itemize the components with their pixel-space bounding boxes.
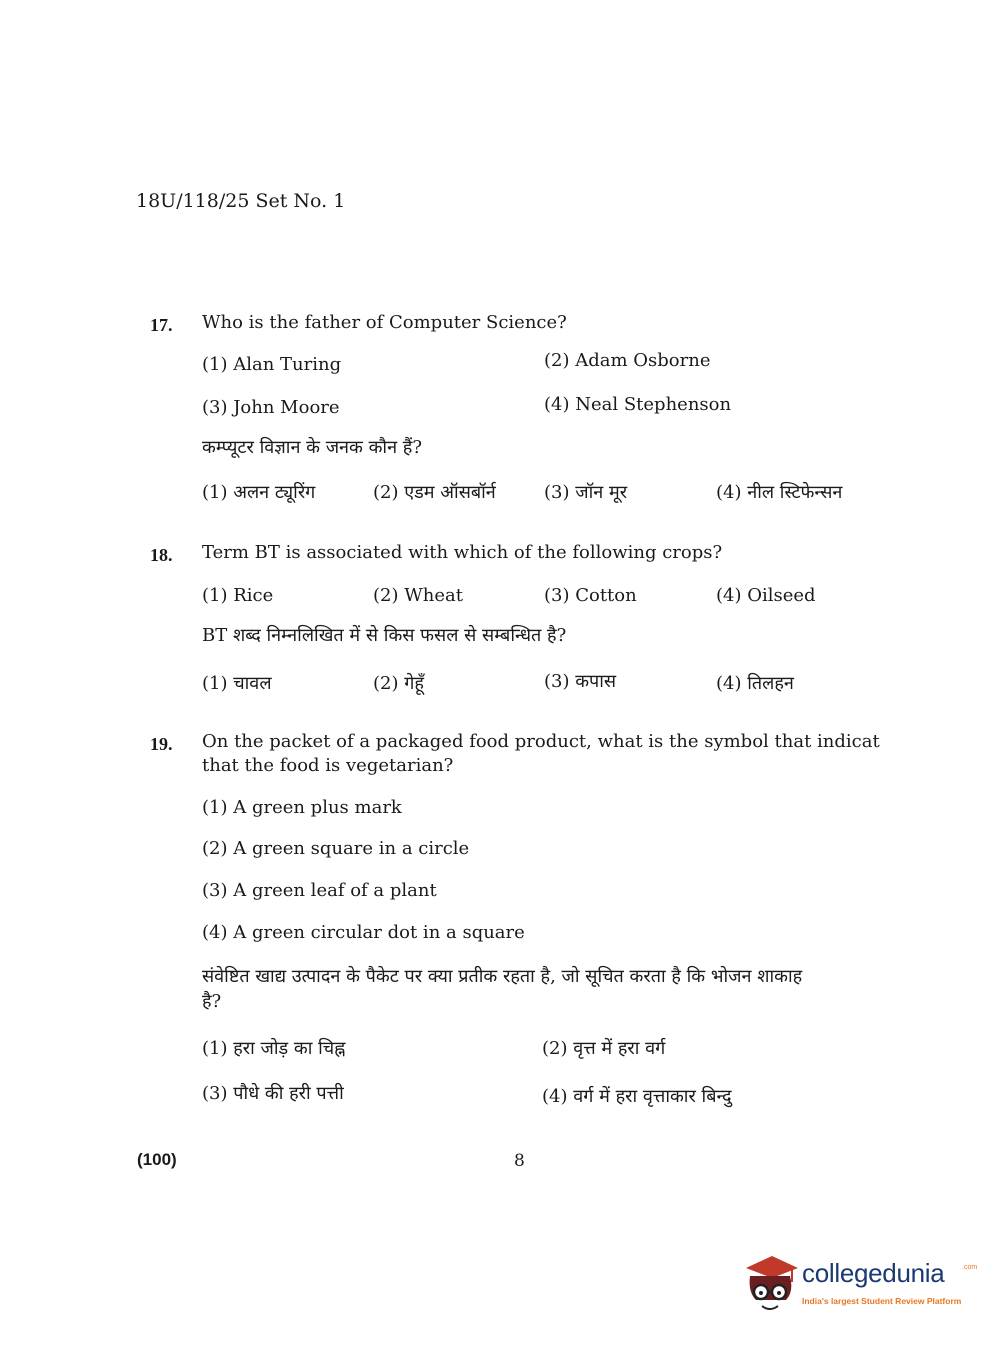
option-4: (4) Neal Stephenson [544,394,732,415]
collegedunia-logo [742,1252,978,1316]
hindi-option-2: (2) एडम ऑसबॉर्न [373,482,496,503]
hindi-question-text-line-1: संवेष्टित खाद्य उत्पादन के पैकेट पर क्या प्रतीक रहता है, जो सूचित करता है कि भोजन शाकाह [202,966,803,987]
hindi-option-4: (4) नील स्टिफेन्सन [716,482,843,503]
option-2: (2) Adam Osborne [544,350,711,371]
question-text: Term BT is associated with which of the following crops? [202,542,723,563]
hindi-question-text-line-2: है? [202,991,222,1012]
hindi-option-1: (1) हरा जोड़ का चिह्न [202,1038,346,1059]
option-2: (2) Wheat [373,585,463,606]
page-number: 8 [514,1151,525,1171]
hindi-option-2: (2) वृत्त में हरा वर्ग [542,1038,666,1059]
hindi-option-1: (1) चावल [202,673,272,694]
hindi-option-3: (3) जॉन मूर [544,482,628,503]
hindi-question-text: BT शब्द निम्नलिखित में से किस फसल से सम्बन्धित है? [202,625,567,646]
question-number: 17. [150,315,173,335]
hindi-option-4: (4) वर्ग में हरा वृत्ताकार बिन्दु [542,1086,732,1107]
logo-wordmark: collegedunia [802,1258,945,1288]
logo-tagline: India's largest Student Review Platform [802,1296,962,1306]
option-4: (4) A green circular dot in a square [202,922,525,943]
question-text-line-1: On the packet of a packaged food product, what is the symbol that indicat [202,731,880,752]
question-text-line-2: that the food is vegetarian? [202,755,454,776]
option-1: (1) Alan Turing [202,354,342,375]
mascot-icon [742,1252,800,1316]
question-number: 18. [150,545,173,565]
option-1: (1) Rice [202,585,274,606]
hindi-option-3: (3) पौधे की हरी पत्ती [202,1083,344,1104]
option-3: (3) A green leaf of a plant [202,880,437,901]
hindi-option-2: (2) गेहूँ [373,673,424,694]
logo-domain: .com [962,1264,978,1271]
hindi-option-4: (4) तिलहन [716,673,794,694]
option-1: (1) A green plus mark [202,797,402,818]
hindi-option-1: (1) अलन ट्यूरिंग [202,482,316,503]
option-2: (2) A green square in a circle [202,838,470,859]
hindi-option-3: (3) कपास [544,671,617,692]
option-3: (3) Cotton [544,585,637,606]
hindi-question-text: कम्प्यूटर विज्ञान के जनक कौन हैं? [202,437,423,458]
question-text: Who is the father of Computer Science? [202,312,567,333]
question-number: 19. [150,734,173,754]
option-4: (4) Oilseed [716,585,816,606]
marks-label: (100) [137,1150,177,1169]
option-3: (3) John Moore [202,397,340,418]
paper-code: 18U/118/25 Set No. 1 [136,190,346,212]
